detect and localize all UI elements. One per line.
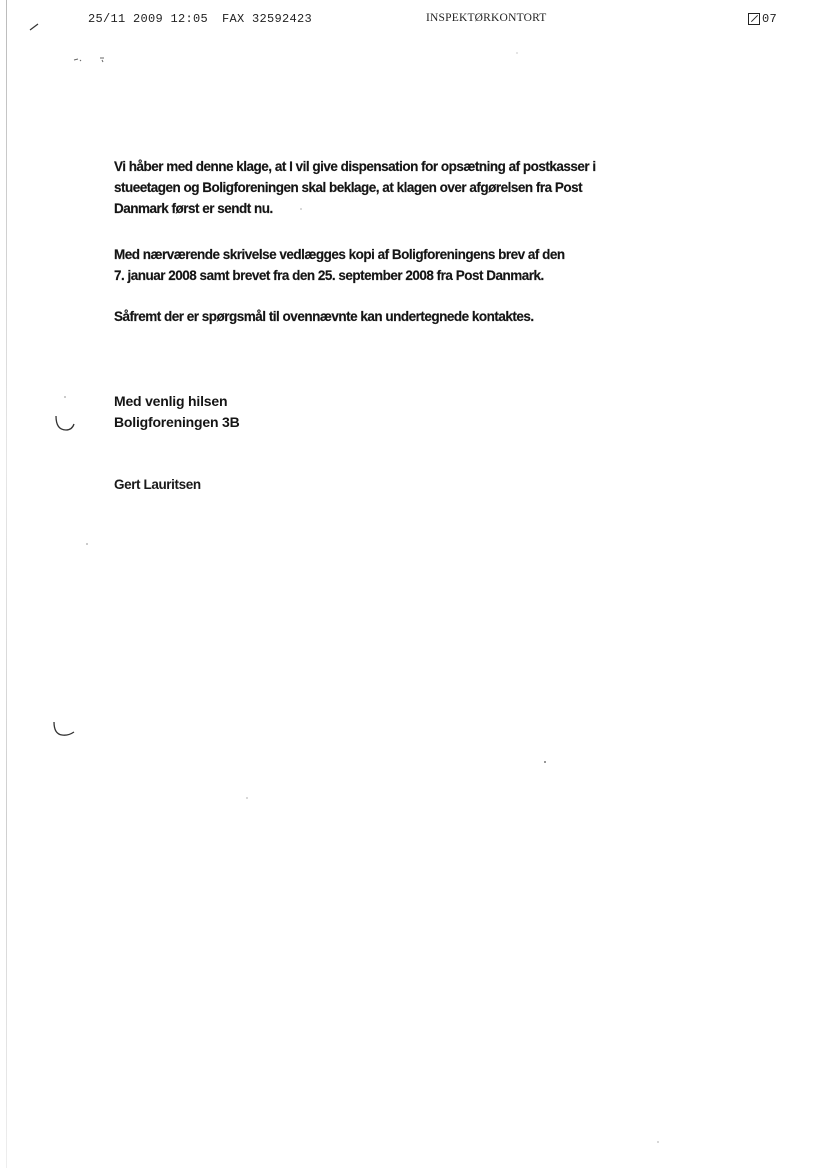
- paragraph-1: [114, 156, 654, 219]
- paragraph-3-line-1: Såfremt der er spørgsmål til ovennævnte kan undertegnede kontaktes.: [114, 309, 534, 324]
- fax-page-number: [748, 12, 778, 28]
- scan-speck: [64, 396, 66, 398]
- closing-block: [114, 391, 240, 433]
- fax-number: FAX 32592423: [222, 12, 313, 26]
- punch-hole-mark-icon: [52, 410, 78, 436]
- paragraph-2-line-2: 7. januar 2008 samt brevet fra den 25. september 2008 fra Post Danmark.: [114, 268, 544, 283]
- punch-hole-mark-icon-2: [48, 718, 78, 742]
- checkbox-icon: [748, 13, 760, 25]
- fax-date-time: 25/11 2009 12:05: [88, 12, 209, 26]
- scan-speck: [657, 1141, 659, 1143]
- signature-name: Gert Lauritsen: [114, 477, 201, 492]
- fax-sender-office: INSPEKTØRKONTORT: [426, 12, 547, 24]
- fax-header: [0, 12, 825, 32]
- scan-speck-cluster: [72, 54, 112, 66]
- fax-page-number-value: 07: [762, 12, 778, 26]
- closing-organization: Boligforeningen 3B: [114, 414, 240, 430]
- paragraph-2: [114, 244, 654, 286]
- pen-mark-icon: [28, 20, 42, 34]
- closing-greeting: Med venlig hilsen: [114, 393, 228, 409]
- scan-edge-line: [6, 0, 7, 1168]
- scan-speck: [86, 543, 88, 545]
- paragraph-1-line-3: Danmark først er sendt nu.: [114, 201, 273, 216]
- paragraph-2-line-1: Med nærværende skrivelse vedlægges kopi af Boligforeningens brev af den: [114, 247, 565, 262]
- scan-speck: [300, 208, 302, 210]
- scan-speck: [544, 761, 546, 763]
- paragraph-3: [114, 306, 654, 327]
- scan-speck: [246, 797, 248, 799]
- paragraph-1-line-1: Vi håber med denne klage, at I vil give dispensation for opsætning af postkasser i: [114, 159, 596, 174]
- scan-speck: [516, 52, 518, 54]
- paragraph-1-line-2: stueetagen og Boligforeningen skal beklage, at klagen over afgørelsen fra Post: [114, 180, 583, 195]
